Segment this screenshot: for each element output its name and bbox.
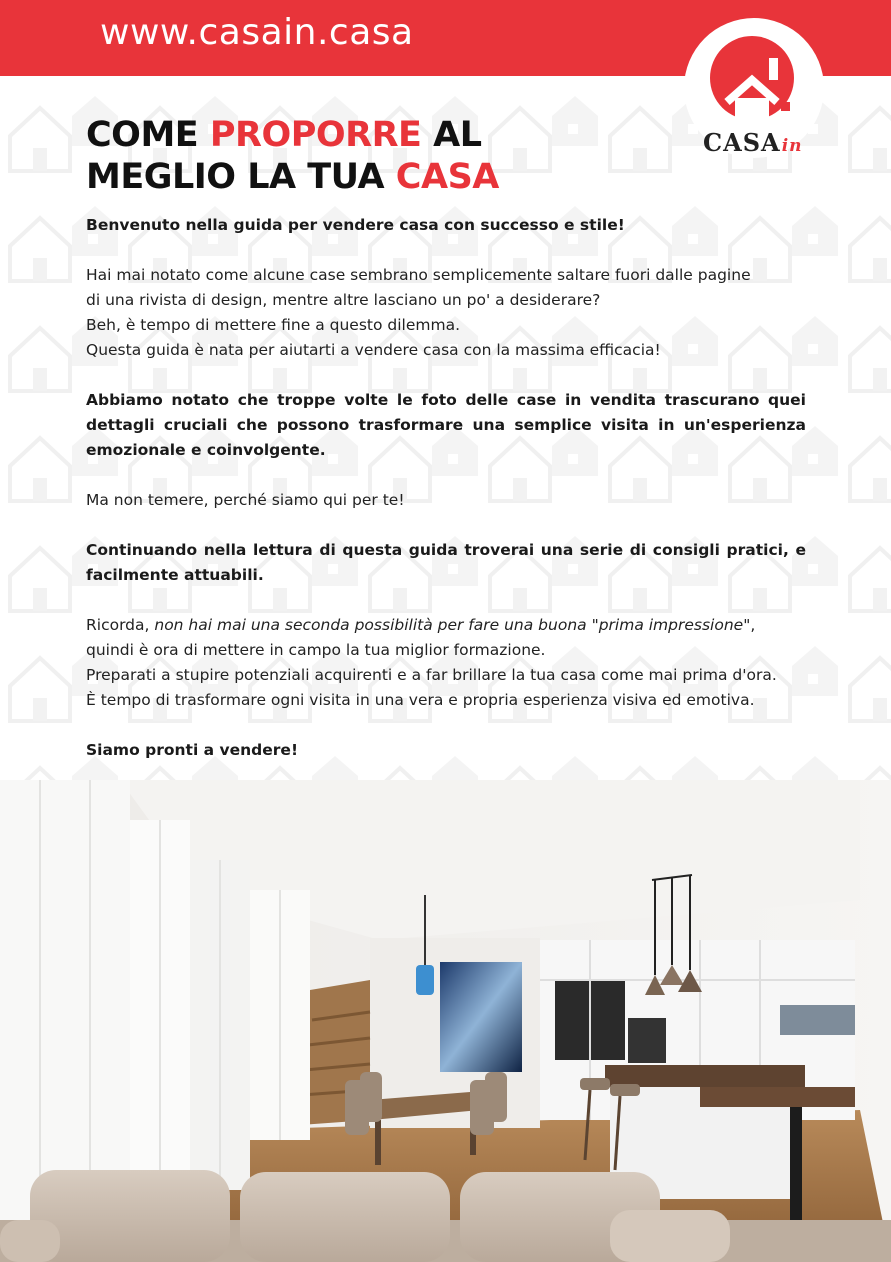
- remember-paragraph: Ricorda, non hai mai una seconda possibilità per fare una buona "prima impressione", quindi è ora di mettere in campo la tua miglior formazione. Preparati a stupire potenziali acquirenti e a far brillare la tua casa come mai prima d'ora. È tempo di trasformare ogni visita in una vera e propria esperienza visiva ed emotiva.: [86, 616, 777, 709]
- house-logo-icon: [705, 36, 805, 136]
- continue-paragraph: Continuando nella lettura di questa guida troverai una serie di consigli pratici, e facilmente attuabili.: [86, 541, 806, 584]
- interior-photo: [0, 780, 891, 1262]
- page-title: [86, 114, 499, 198]
- guide-text: [86, 213, 806, 788]
- website-url[interactable]: www.casain.casa: [100, 12, 414, 53]
- title-line-2: MEGLIO LA TUA CASA: [86, 157, 499, 197]
- problem-paragraph: Abbiamo notato che troppe volte le foto delle case in vendita trascurano quei dettagli cruciali che possono trasformare una semplice visita in un'esperienza emozionale e coinvolgente.: [86, 391, 806, 459]
- logo-brand: CASA: [703, 128, 781, 157]
- intro-paragraph: Hai mai notato come alcune case sembrano semplicemente saltare fuori dalle pagine di una rivista di design, mentre altre lasciano un po' a desiderare? Beh, è tempo di mettere fine a questo dilemma. Questa guida è nata per aiutarti a vendere casa con la massima efficacia!: [86, 266, 751, 359]
- welcome-line: Benvenuto nella guida per vendere casa con successo e stile!: [86, 216, 625, 234]
- brand-logo-text: [703, 128, 803, 157]
- closing-line: Siamo pronti a vendere!: [86, 741, 299, 759]
- reassure-line: Ma non temere, perché siamo qui per te!: [86, 491, 405, 509]
- title-line-1: COME PROPORRE AL: [86, 115, 482, 155]
- logo-suffix: in: [781, 136, 803, 156]
